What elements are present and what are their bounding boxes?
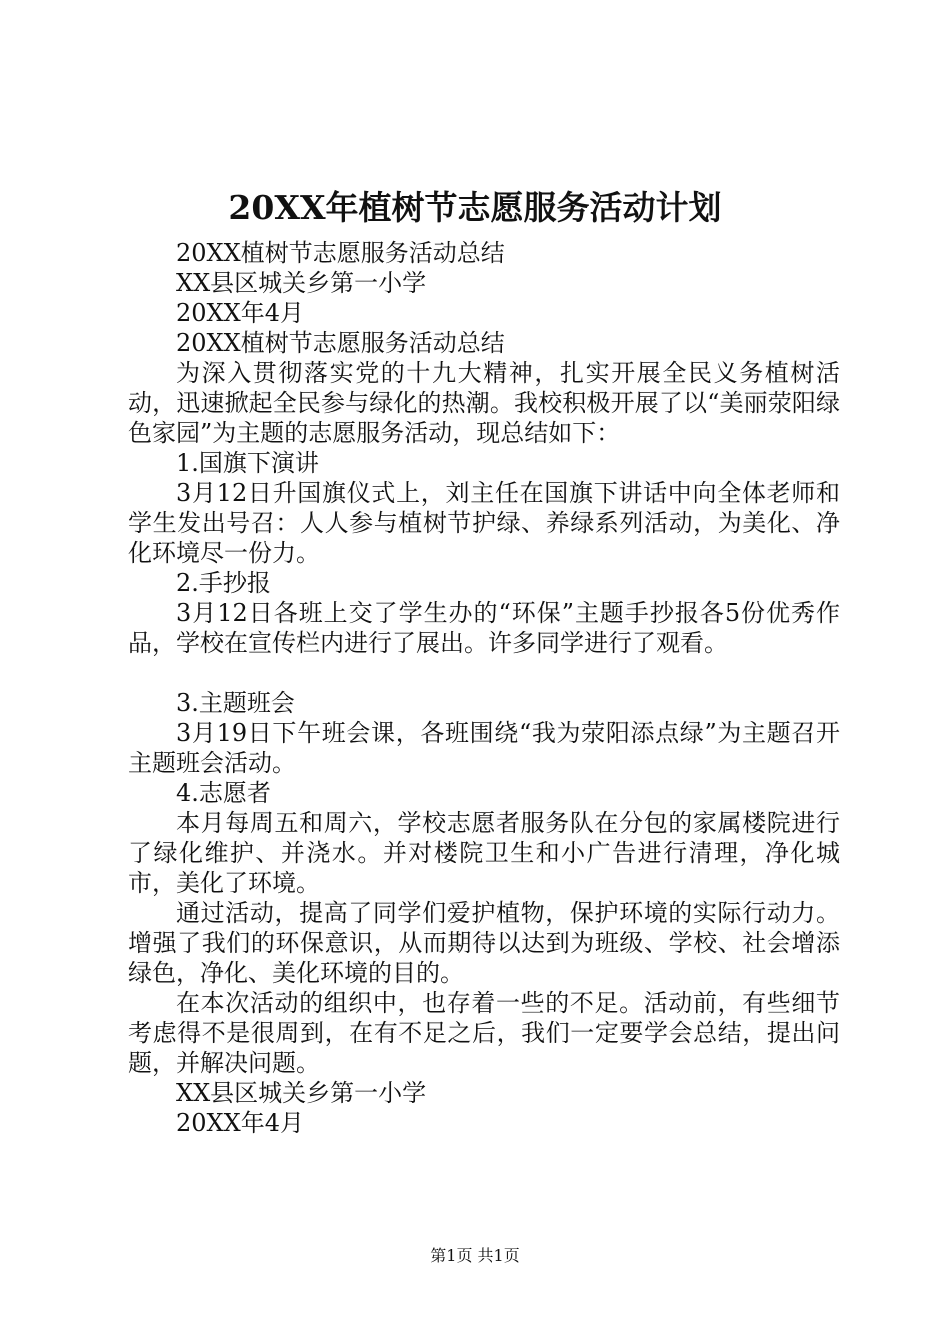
intro-paragraph: 为深入贯彻落实党的十九大精神，扎实开展全民义务植树活动，迅速掀起全民参与绿化的热潮。我校积极开展了以“美丽荥阳绿色家园”为主题的志愿服务活动，现总结如下：: [128, 359, 840, 447]
date-line: 20XX年4月: [176, 299, 304, 327]
summary-title-line: 20XX植树节志愿服务活动总结: [176, 239, 505, 267]
school-name-line: XX县区城关乡第一小学: [176, 269, 427, 297]
section-heading-1: 1.国旗下演讲: [176, 449, 319, 477]
section-heading-2: 2.手抄报: [176, 569, 271, 597]
section-text-1: 3月12日升国旗仪式上，刘主任在国旗下讲话中向全体老师和学生发出号召：人人参与植树节护绿、养绿系列活动，为美化、净化环境尽一份力。: [128, 479, 840, 567]
signature-organization: XX县区城关乡第一小学: [176, 1079, 427, 1107]
page-footer: 第1页 共1页: [430, 1246, 520, 1265]
blank-line: [128, 658, 840, 688]
document-body: [128, 238, 840, 1138]
section-heading-3: 3.主题班会: [176, 689, 295, 717]
signature-date: 20XX年4月: [176, 1109, 304, 1137]
section-text-4: 本月每周五和周六，学校志愿者服务队在分包的家属楼院进行了绿化维护、并浇水。并对楼院卫生和小广告进行清理，净化城市，美化了环境。: [128, 809, 840, 897]
section-text-3: 3月19日下午班会课，各班围绕“我为荥阳添点绿”为主题召开主题班会活动。: [128, 719, 840, 777]
summary-title-repeat-line: 20XX植树节志愿服务活动总结: [176, 329, 505, 357]
section-text-2: 3月12日各班上交了学生办的“环保”主题手抄报各5份优秀作品，学校在宣传栏内进行了展出。许多同学进行了观看。: [128, 599, 840, 657]
document-title: 20XX年植树节志愿服务活动计划: [228, 188, 722, 227]
section-heading-4: 4.志愿者: [176, 779, 271, 807]
conclusion-paragraph-2: 在本次活动的组织中，也存着一些的不足。活动前，有些细节考虑得不是很周到，在有不足之后，我们一定要学会总结，提出问题，并解决问题。: [128, 989, 840, 1077]
conclusion-paragraph-1: 通过活动，提高了同学们爱护植物，保护环境的实际行动力。增强了我们的环保意识，从而期待以达到为班级、学校、社会增添绿色，净化、美化环境的目的。: [128, 899, 840, 987]
